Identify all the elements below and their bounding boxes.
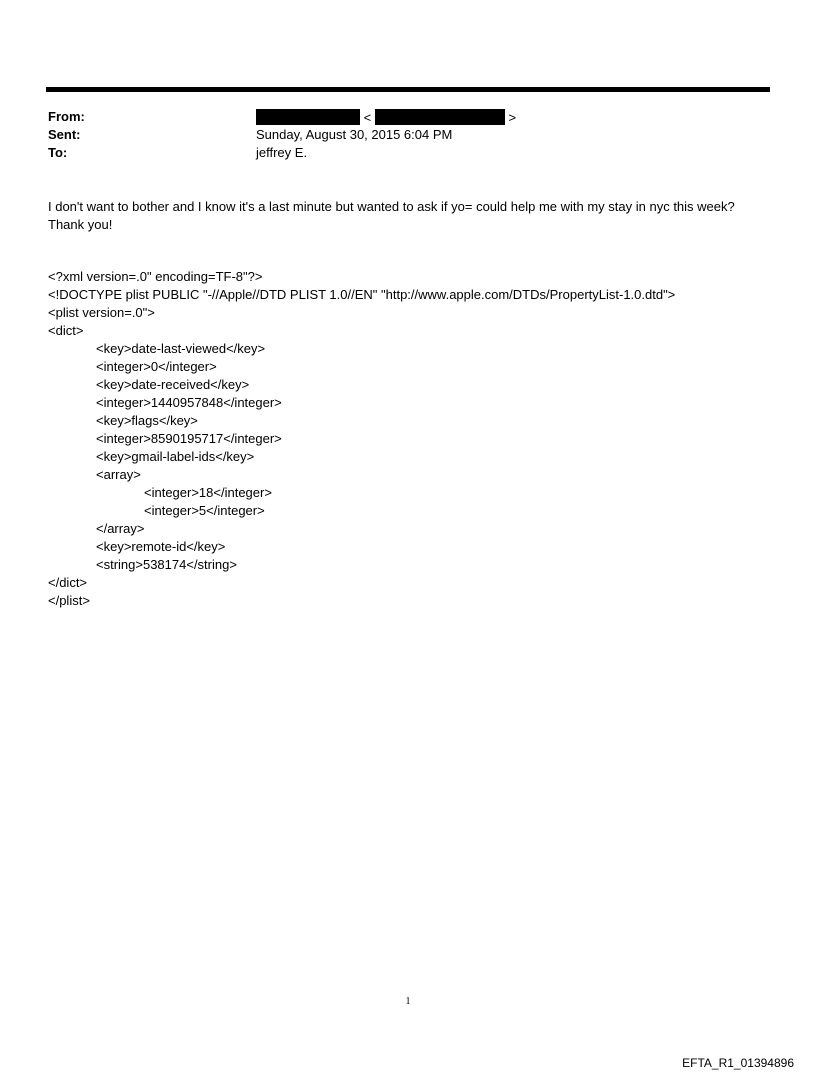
from-label: From:	[48, 109, 85, 124]
header-rule	[46, 87, 770, 92]
to-value: jeffrey E.	[256, 145, 308, 160]
page-number: 1	[405, 996, 411, 1007]
plist-line: <plist version=.0">	[48, 305, 155, 320]
plist-line: <key>flags</key>	[96, 413, 198, 428]
from-email-close-bracket: >	[508, 110, 517, 125]
plist-line: <integer>18</integer>	[144, 485, 272, 500]
plist-line: <key>remote-id</key>	[96, 539, 226, 554]
plist-line: </array>	[96, 521, 145, 536]
plist-line: <key>gmail-label-ids</key>	[96, 449, 255, 464]
sent-label: Sent:	[48, 127, 81, 142]
plist-line: <integer>0</integer>	[96, 359, 217, 374]
plist-line: <integer>5</integer>	[144, 503, 265, 518]
plist-line: <array>	[96, 467, 141, 482]
plist-line: <key>date-received</key>	[96, 377, 250, 392]
message-body: I don't want to bother and I know it's a last minute but wanted to ask if yo= could help me with my stay in nyc this week?Thank you!	[48, 199, 735, 232]
plist-line: <integer>8590195717</integer>	[96, 431, 282, 446]
plist-line: <integer>1440957848</integer>	[96, 395, 282, 410]
redaction-box	[256, 109, 360, 125]
plist-block	[48, 268, 675, 610]
from-email-open-bracket: <	[363, 110, 372, 125]
plist-line: <dict>	[48, 323, 84, 338]
to-label: To:	[48, 145, 68, 160]
from-value	[256, 109, 516, 125]
sent-value: Sunday, August 30, 2015 6:04 PM	[256, 127, 453, 142]
redaction-box	[375, 109, 505, 125]
plist-line: <string>538174</string>	[96, 557, 237, 572]
plist-line: </plist>	[48, 593, 90, 608]
bates-number: EFTA_R1_01394896	[682, 1056, 794, 1070]
plist-line: <key>date-last-viewed</key>	[96, 341, 266, 356]
plist-line: <?xml version=.0" encoding=TF-8"?>	[48, 269, 263, 284]
plist-line: </dict>	[48, 575, 88, 590]
plist-line: <!DOCTYPE plist PUBLIC "-//Apple//DTD PLIST 1.0//EN" "http://www.apple.com/DTDs/PropertyList-1.0.dtd">	[48, 287, 676, 302]
